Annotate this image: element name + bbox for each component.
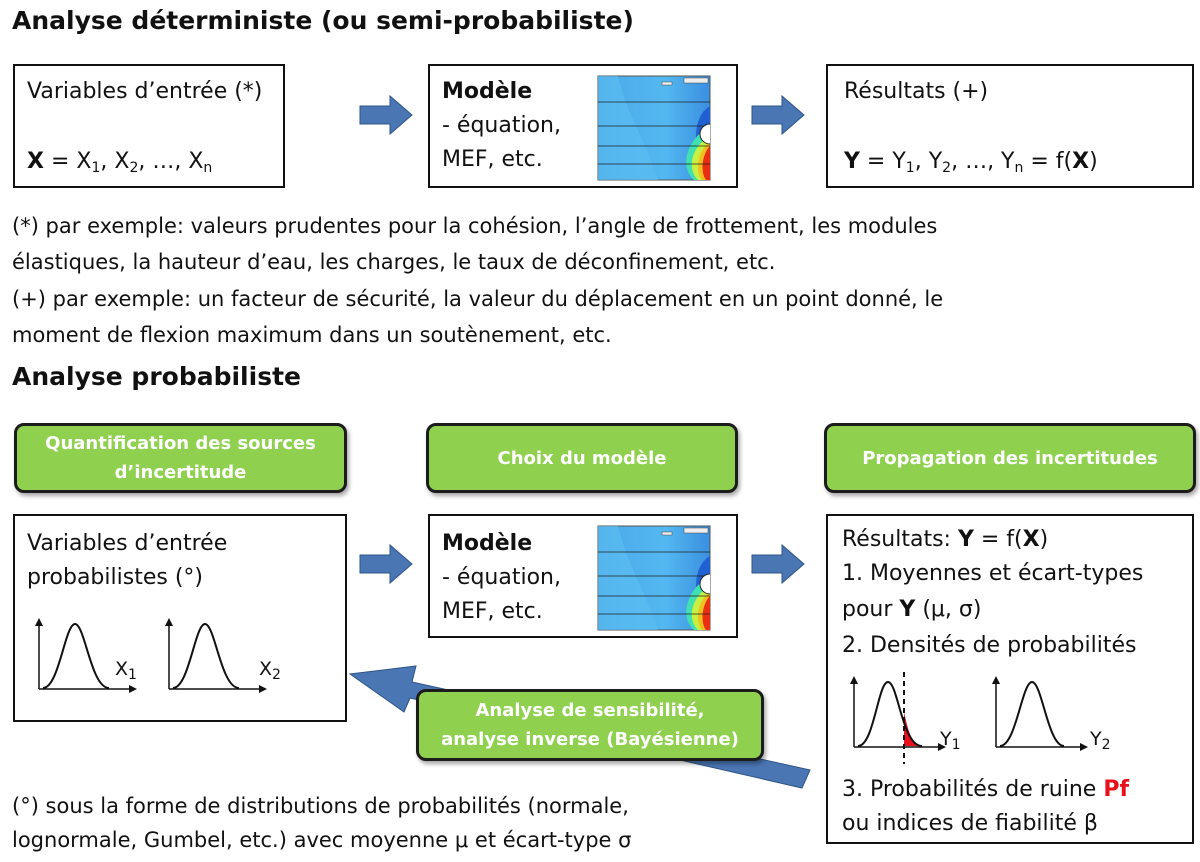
prob-results-line1: 1. Moyennes et écart-types: [842, 561, 1144, 586]
note-line3: (+) par exemple: un facteur de sécurité, la valeur du déplacement en un point donné, le: [12, 287, 944, 311]
model2-line2: MEF, etc.: [442, 599, 543, 624]
input-distribution-curves: [31, 614, 331, 704]
x1-label: $X_1$: [115, 658, 137, 683]
prob-input-line1: Variables d’entrée: [27, 531, 228, 556]
fem-contour-image: [598, 526, 710, 630]
model-line1: - équation,: [442, 113, 561, 138]
section-title-deterministic: Analyse déterministe (ou semi-probabiliste): [12, 6, 634, 35]
input-vector-expression: $X = X_1$, $X_2$, …, $X_n$: [27, 149, 213, 176]
note-line2: élastiques, la hauteur d’eau, les charges, le taux de déconfinement, etc.: [12, 250, 776, 274]
results-title: Résultats (+): [844, 79, 989, 104]
footnote-line2: lognormale, Gumbel, etc.) avec moyenne μ et écart-type σ: [12, 828, 632, 852]
prob-results-line5: ou indices de fiabilité β: [842, 811, 1098, 836]
model-title: Modèle: [442, 79, 533, 104]
prob-results-title: Résultats: Y = f(X): [842, 527, 1049, 552]
input-box-title: Variables d’entrée (*): [27, 79, 263, 104]
model2-title: Modèle: [442, 531, 533, 556]
label-quantification: Quantification des sources d’incertitude: [14, 423, 347, 493]
arrow-right-icon: [360, 545, 412, 583]
y2-label: $Y_2$: [1090, 728, 1111, 753]
arrow-right-icon: [752, 96, 804, 134]
prob-results-line4: 3. Probabilités de ruine Pf: [842, 777, 1130, 802]
results-box: [826, 64, 1194, 188]
note-line1: (*) par exemple: valeurs prudentes pour la cohésion, l’angle de frottement, les modules: [12, 214, 938, 238]
label-model-choice: Choix du modèle: [426, 423, 738, 493]
section-title-probabilistic: Analyse probabiliste: [12, 362, 301, 391]
arrow-right-icon: [752, 545, 804, 583]
x2-label: $X_2$: [259, 658, 281, 683]
model-box: [428, 64, 738, 188]
note-line4: moment de flexion maximum dans un soutènement, etc.: [12, 323, 612, 347]
probabilistic-results-box: [826, 514, 1194, 844]
label-sensitivity: Analyse de sensibilité, analyse inverse (Bayésienne): [416, 689, 764, 761]
prob-input-line2: probabilistes (°): [27, 565, 203, 590]
label-propagation: Propagation des incertitudes: [824, 423, 1196, 493]
results-expression: $Y = Y_1$, $Y_2$, …, $Y_n = f(X)$: [844, 149, 1098, 176]
probabilistic-input-box: [13, 514, 347, 722]
model-line2: MEF, etc.: [442, 147, 543, 172]
footnote-line1: (°) sous la forme de distributions de probabilités (normale,: [12, 794, 629, 818]
y1-label: $Y_1$: [940, 728, 961, 753]
input-variables-box: [13, 64, 285, 188]
model-box-probabilistic: [428, 514, 738, 638]
arrow-right-icon: [360, 96, 412, 134]
model2-line1: - équation,: [442, 565, 561, 590]
fem-contour-image: [598, 76, 710, 180]
prob-results-line3: 2. Densités de probabilités: [842, 633, 1137, 658]
prob-results-line2: pour Y (μ, σ): [842, 597, 982, 622]
